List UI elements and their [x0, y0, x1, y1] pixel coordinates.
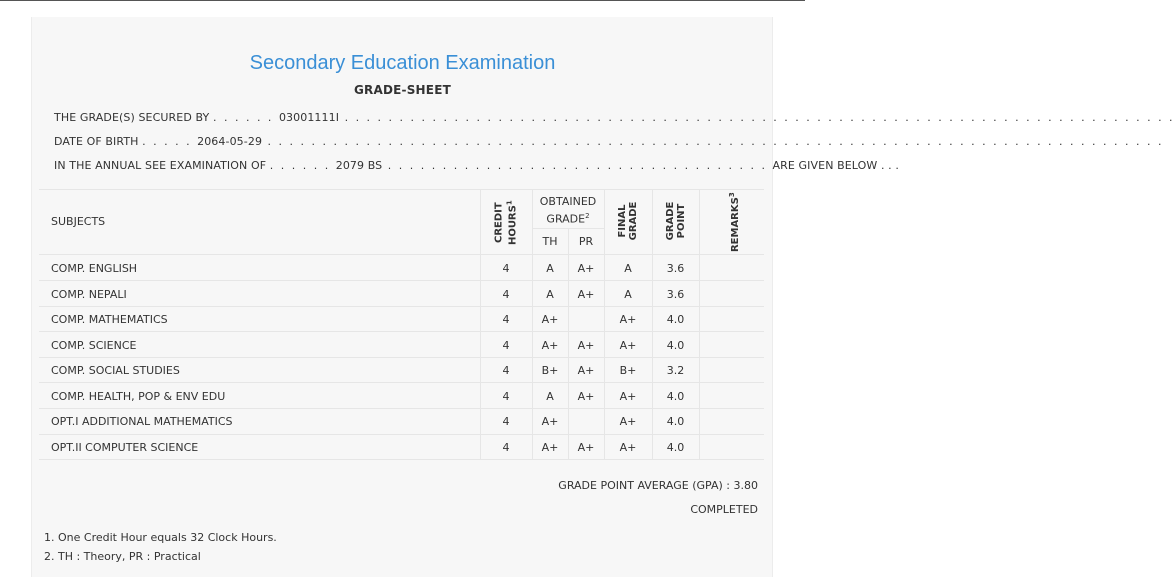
theory-grade: A [546, 288, 554, 301]
credit-hours: 4 [502, 339, 510, 352]
subjects-header: SUBJECTS [51, 215, 106, 228]
theory-grade: A+ [541, 313, 559, 326]
date-of-birth-label: DATE OF BIRTH [54, 135, 139, 148]
subject-name: COMP. ENGLISH [51, 262, 138, 275]
final-grade: A [624, 262, 632, 275]
grade-point: 3.6 [666, 288, 685, 301]
grade-point-header: GRADE POINT [665, 201, 687, 241]
exam-year-value: 2079 BS [335, 159, 383, 172]
theory-grade: B+ [541, 364, 559, 377]
credit-hours-header: CREDIT HOURS$^1$ [493, 200, 519, 246]
subject-name: OPT.I ADDITIONAL MATHEMATICS [51, 415, 233, 428]
exam-title: Secondary Education Examination [249, 52, 556, 74]
theory-grade: A [546, 390, 554, 403]
grade-point: 3.2 [666, 364, 685, 377]
practical-grade: A+ [577, 441, 595, 454]
grade-point: 4.0 [666, 390, 685, 403]
final-grade: B+ [619, 364, 637, 377]
table-bottom-border [39, 459, 764, 460]
grade-point: 4.0 [666, 339, 685, 352]
final-grade: A+ [619, 415, 637, 428]
table-top-border [39, 189, 764, 190]
final-grade: A+ [619, 390, 637, 403]
subject-name: OPT.II COMPUTER SCIENCE [51, 441, 199, 454]
subject-name: COMP. SOCIAL STUDIES [51, 364, 180, 377]
exam-year-line: IN THE ANNUAL SEE EXAMINATION OF . . . . . . 2079 BS . . . . . . . . . . . . . . . . . . . . . . . . . . . . . . . . . . . ARE GIVEN BELOW . . . [54, 159, 899, 172]
final-grade: A+ [619, 339, 637, 352]
remarks-header: REMARKS$^3$ [727, 192, 742, 253]
result-status: COMPLETED [690, 503, 758, 516]
subject-name: COMP. MATHEMATICS [51, 313, 168, 326]
subject-name: COMP. SCIENCE [51, 339, 137, 352]
grade-point: 4.0 [666, 441, 685, 454]
footnote: 2. TH : Theory, PR : Practical [44, 550, 201, 563]
practical-grade: A+ [577, 288, 595, 301]
date-of-birth-value: 2064-05-29 [197, 135, 263, 148]
credit-hours: 4 [502, 390, 510, 403]
credit-hours: 4 [502, 364, 510, 377]
gpa-summary: GRADE POINT AVERAGE (GPA) : 3.80 [558, 479, 758, 492]
credit-hours: 4 [502, 441, 510, 454]
exam-label: IN THE ANNUAL SEE EXAMINATION OF [54, 159, 267, 172]
grade-secured-by-label: THE GRADE(S) SECURED BY [54, 111, 210, 124]
grade-secured-by-line: THE GRADE(S) SECURED BY . . . . . . 03001111I . . . . . . . . . . . . . . . . . . . . . . . . . . . . . . . . . . . . . . . . . . . . . . . . . . . . . . . . . . . . . . . . . . . . . . . . . . . . [54, 111, 1175, 124]
header-bottom-border [39, 254, 764, 255]
obtained-grade-header: OBTAINED GRADE$^2$ [539, 195, 597, 226]
final-grade: A [624, 288, 632, 301]
grade-point: 3.6 [666, 262, 685, 275]
credit-hours: 4 [502, 288, 510, 301]
grade-point: 4.0 [666, 313, 685, 326]
credit-hours: 4 [502, 262, 510, 275]
subject-name: COMP. NEPALI [51, 288, 127, 301]
credit-hours: 4 [502, 313, 510, 326]
grade-sheet-heading: GRADE-SHEET [354, 83, 451, 97]
theory-grade: A+ [541, 415, 559, 428]
symbol-number: 03001111I [278, 111, 340, 124]
window-top-border [0, 0, 805, 1]
theory-grade: A+ [541, 441, 559, 454]
credit-hours: 4 [502, 415, 510, 428]
pr-header: PR [578, 235, 594, 248]
date-of-birth-line: DATE OF BIRTH . . . . . 2064-05-29 . . . . . . . . . . . . . . . . . . . . . . . . . . . . . . . . . . . . . . . . . . . . . . . . . . . . . . . . . . . . . . . . . . . . . . . . . . . . . . . . . . [54, 135, 1164, 148]
subject-name: COMP. HEALTH, POP & ENV EDU [51, 390, 226, 403]
final-grade: A+ [619, 313, 637, 326]
final-grade: A+ [619, 441, 637, 454]
footnote: 1. One Credit Hour equals 32 Clock Hours. [44, 531, 277, 544]
theory-grade: A [546, 262, 554, 275]
practical-grade: A+ [577, 339, 595, 352]
practical-grade: A+ [577, 390, 595, 403]
theory-grade: A+ [541, 339, 559, 352]
th-header: TH [542, 235, 558, 248]
grade-point: 4.0 [666, 415, 685, 428]
practical-grade: A+ [577, 364, 595, 377]
exam-suffix: ARE GIVEN BELOW . . . [772, 159, 899, 172]
final-grade-header: FINAL GRADE [617, 201, 639, 241]
practical-grade: A+ [577, 262, 595, 275]
